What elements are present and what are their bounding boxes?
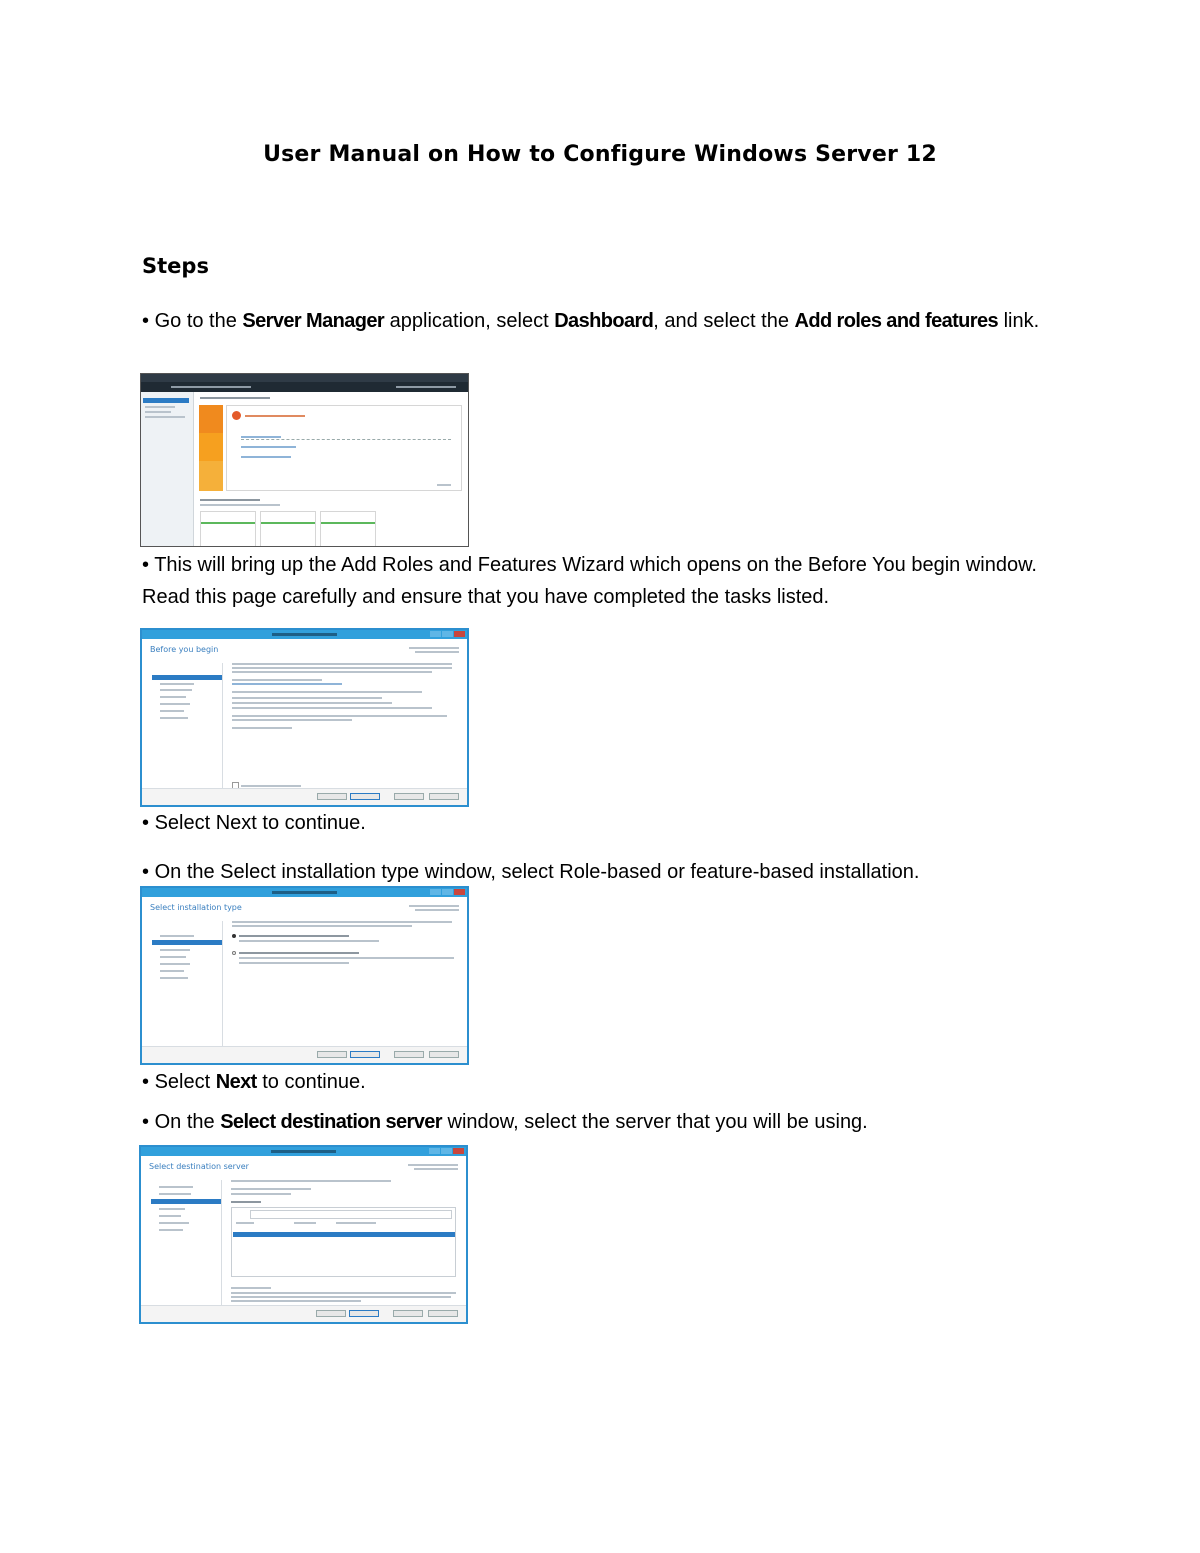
- step-4-body: On the Select installation type window, select Role-based or feature-based installation.: [154, 861, 920, 883]
- wizard-titlebar: [142, 630, 467, 639]
- bullet: •: [142, 1071, 150, 1093]
- destination-server-term: Select destination server: [220, 1111, 442, 1133]
- step-6-part: On the: [154, 1111, 221, 1133]
- next-term: Next: [215, 1071, 257, 1093]
- menu-bar: [141, 382, 468, 392]
- step-3-text: [142, 807, 1082, 839]
- step-2-text: [142, 549, 1082, 613]
- wizard-titlebar: [142, 888, 467, 897]
- wizard-nav: [141, 1180, 222, 1306]
- sidebar: [141, 392, 194, 546]
- bullet: •: [142, 861, 150, 883]
- step-5-text: [142, 1066, 1082, 1098]
- bullet: •: [142, 554, 150, 576]
- bullet: •: [142, 812, 150, 834]
- quick-start-tile: [199, 405, 223, 491]
- step-1-part: Go to the: [154, 310, 243, 332]
- bullet: •: [142, 1111, 150, 1133]
- add-roles-term: Add roles and features: [794, 310, 999, 332]
- server-manager-term: Server Manager: [242, 310, 385, 332]
- selected-server-row: [233, 1232, 455, 1237]
- document-title: User Manual on How to Configure Windows Server 12: [263, 142, 937, 167]
- wizard-titlebar: [141, 1147, 466, 1156]
- step-5-part: to continue.: [256, 1071, 366, 1093]
- destination-server-screenshot: [139, 1145, 468, 1324]
- server-pool-table: [231, 1207, 456, 1277]
- step-1-part: , and select the: [653, 310, 795, 332]
- step-1-part: link.: [998, 310, 1040, 332]
- configure-panel: [226, 405, 462, 491]
- dashboard-term: Dashboard: [554, 310, 654, 332]
- wizard-header: Select destination server: [149, 1162, 249, 1171]
- step-2-body: This will bring up the Add Roles and Features Wizard which opens on the Before You begin window. Read this page carefully and ensure that you have completed the tasks listed.: [142, 554, 1037, 608]
- step-3-body: Select Next to continue.: [154, 812, 366, 834]
- step-6-text: [142, 1106, 1082, 1138]
- step-6-part: window, select the server that you will be using.: [441, 1111, 868, 1133]
- step-1-text: [142, 305, 1082, 337]
- wizard-nav: [142, 921, 223, 1047]
- wizard-header: Select installation type: [150, 903, 242, 912]
- step-1-part: application, select: [384, 310, 555, 332]
- wizard-nav: [142, 663, 223, 789]
- steps-heading: Steps: [142, 254, 209, 278]
- wizard-header: Before you begin: [150, 645, 219, 654]
- step-5-part: Select: [154, 1071, 216, 1093]
- server-manager-screenshot: [140, 373, 469, 547]
- window-titlebar: [141, 374, 468, 382]
- step-4-text: [142, 856, 1082, 888]
- installation-type-screenshot: [140, 886, 469, 1065]
- before-you-begin-screenshot: [140, 628, 469, 807]
- dashboard-main: [194, 392, 468, 546]
- bullet: •: [142, 310, 150, 332]
